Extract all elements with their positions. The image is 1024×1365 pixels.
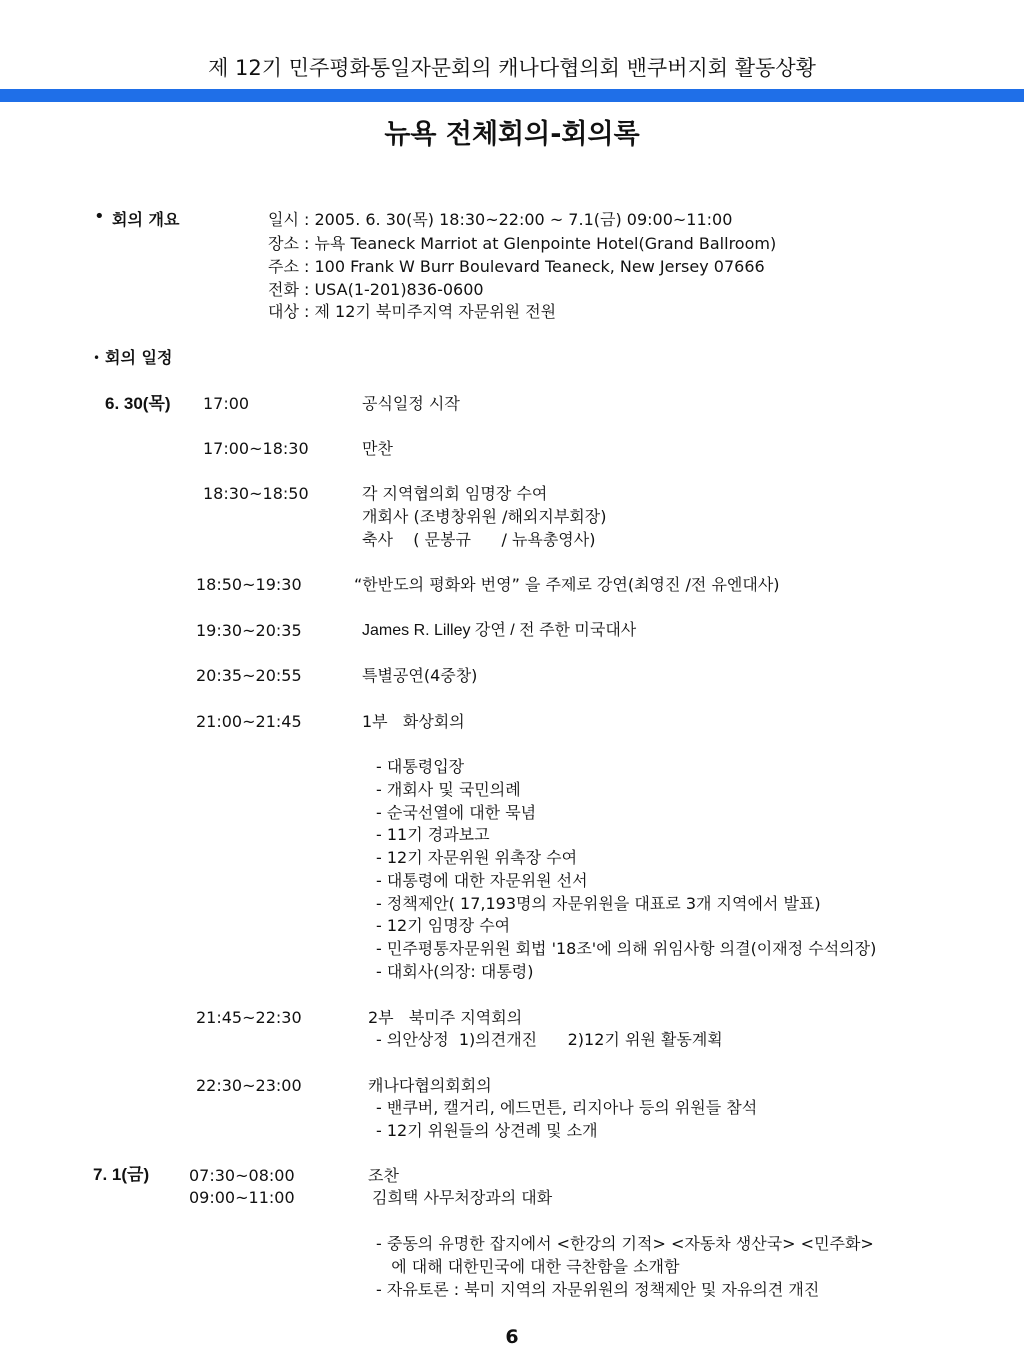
schedule-subitem: - 정책제안( 17,193명의 자문위원을 대표로 3개 지역에서 발표): [376, 894, 821, 913]
overview-line-address: 주소 : 100 Frank W Burr Boulevard Teaneck, New Jersey 07666: [268, 257, 765, 276]
schedule-event: 강연 / 전 주한 미국대사: [470, 622, 637, 639]
header-divider-bar: [0, 89, 1024, 102]
header-title: 제 12기 민주평화통일자문회의 캐나다협의회 밴쿠버지회 활동상황: [208, 56, 816, 80]
schedule-subitem: - 대회사(의장: 대통령): [376, 962, 534, 981]
schedule-event: 각 지역협의회 임명장 수여: [362, 484, 548, 503]
schedule-time: 17:00: [203, 394, 250, 413]
page-number: 6: [505, 1326, 519, 1348]
schedule-time: 22:30~23:00: [196, 1076, 302, 1095]
schedule-event: 만찬: [362, 439, 393, 458]
overview-line-phone: 전화 : USA(1-201)836-0600: [268, 280, 484, 299]
schedule-event: 축사 ( 문봉규 / 뉴욕총영사): [362, 530, 596, 549]
schedule-subitem: - 11기 경과보고: [376, 825, 490, 844]
schedule-subitem: - 대통령입장: [376, 757, 465, 776]
schedule-event: 캐나다협의회회의: [368, 1076, 492, 1095]
document-title: 뉴욕 전체회의-회의록: [384, 119, 640, 150]
schedule-subitem: 에 대해 대한민국에 대한 극찬함을 소개함: [376, 1257, 680, 1276]
schedule-subitem: - 개회사 및 국민의례: [376, 780, 521, 799]
schedule-time: 09:00~11:00: [189, 1188, 295, 1207]
schedule-speaker: [362, 620, 636, 642]
day1-date: 6. 30(목): [105, 394, 171, 413]
schedule-event: “한반도의 평화와 번영” 을 주제로 강연(최영진 /전 유엔대사): [354, 575, 780, 594]
schedule-time: 21:00~21:45: [196, 712, 302, 731]
schedule-event: 김희택 사무처장과의 대화: [372, 1188, 553, 1207]
schedule-subitem: - 순국선열에 대한 묵념: [376, 803, 537, 822]
schedule-subitem: - 자유토론 : 북미 지역의 자문위원의 정책제안 및 자유의견 개진: [376, 1280, 820, 1299]
schedule-label: 회의 일정: [105, 348, 173, 367]
schedule-event: 조찬: [368, 1166, 399, 1185]
schedule-event: 개회사 (조병창위원 /해외지부회장): [362, 507, 607, 526]
schedule-subitem: - 12기 자문위원 위촉장 수여: [376, 848, 578, 867]
day2-date: 7. 1(금): [93, 1165, 150, 1184]
schedule-time: 07:30~08:00: [189, 1166, 295, 1185]
schedule-event: 특별공연(4중창): [362, 666, 478, 685]
schedule-subitem: - 12기 위원들의 상견례 및 소개: [376, 1121, 598, 1140]
schedule-event: 공식일정 시작: [362, 394, 460, 413]
schedule-time: 20:35~20:55: [196, 666, 302, 685]
schedule-time: 17:00~18:30: [203, 439, 309, 458]
speaker-name: James R. Lilley: [362, 622, 471, 639]
schedule-subitem: - 중동의 유명한 잡지에서 <한강의 기적> <자동차 생산국> <민주화>: [376, 1234, 874, 1253]
schedule-subitem: - 대통령에 대한 자문위원 선서: [376, 871, 588, 890]
schedule-subitem: - 12기 임명장 수여: [376, 916, 511, 935]
schedule-time: 18:30~18:50: [203, 484, 309, 503]
overview-bullet: •: [94, 206, 105, 227]
overview-label: 회의 개요: [112, 210, 180, 229]
schedule-event: 2부 북미주 지역회의: [368, 1008, 523, 1027]
schedule-bullet: •: [93, 351, 101, 365]
schedule-time: 21:45~22:30: [196, 1008, 302, 1027]
overview-line-place: 장소 : 뉴욕 Teaneck Marriot at Glenpointe Hotel(Grand Ballroom): [268, 234, 777, 253]
schedule-subitem: - 의안상정 1)의견개진 2)12기 위원 활동계획: [376, 1030, 723, 1049]
schedule-subitem: - 밴쿠버, 캘거리, 에드먼튼, 리지아나 등의 위원들 참석: [376, 1098, 758, 1117]
overview-line-date: 일시 : 2005. 6. 30(목) 18:30~22:00 ~ 7.1(금) 09:00~11:00: [268, 210, 733, 229]
schedule-time: 19:30~20:35: [196, 621, 302, 640]
overview-line-audience: 대상 : 제 12기 북미주지역 자문위원 전원: [268, 302, 557, 321]
schedule-subitem: - 민주평통자문위원 회법 '18조'에 의해 위임사항 의결(이재정 수석의장): [376, 939, 877, 958]
schedule-event: 1부 화상회의: [362, 712, 465, 731]
schedule-time: 18:50~19:30: [196, 575, 302, 594]
